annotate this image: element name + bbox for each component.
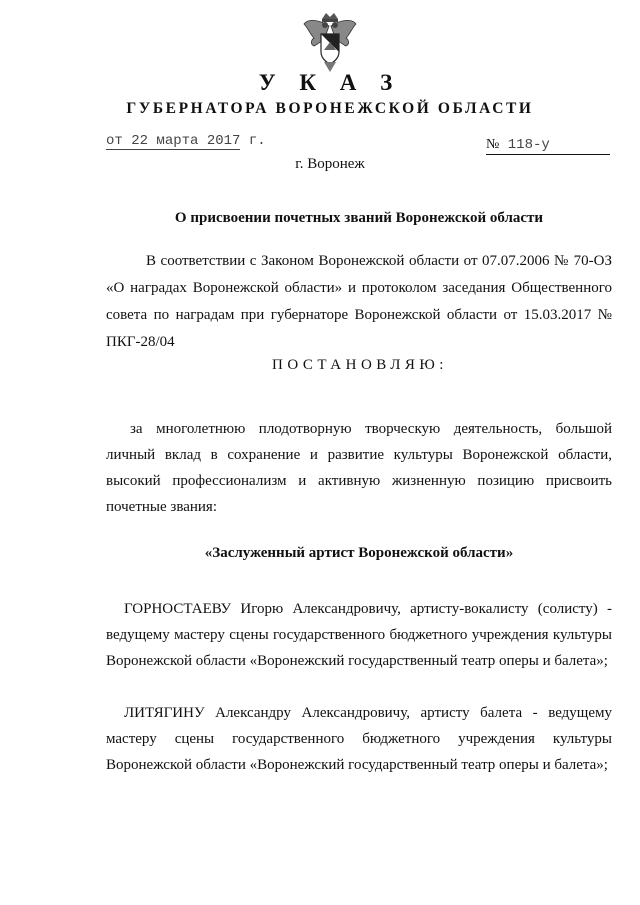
date-suffix: г.: [248, 133, 266, 149]
date-prefix: от: [106, 133, 123, 149]
number-value: 118-у: [507, 137, 550, 153]
decree-keyword: ПОСТАНОВЛЯЮ:: [272, 357, 448, 373]
award-title: «Заслуженный артист Воронежской области»: [204, 545, 514, 561]
date-value: 22 марта 2017: [131, 133, 241, 149]
recipient-item: ГОРНОСТАЕВУ Игорю Александровичу, артисту-вокалисту (солисту) - ведущему мастеру сцены государственного бюджетного учреждения культуры Воронежской области «Воронежский государственный театр оперы и балета»;: [106, 601, 612, 669]
reason-paragraph: за многолетнюю плодотворную творческую деятельность, большой личный вклад в сохранение и развитие культуры Воронежской области, высокий профессионализм и активную жизненную позицию присвоить почетные звания:: [106, 421, 612, 515]
decree-number: [486, 137, 610, 155]
coat-of-arms-icon: [302, 10, 358, 74]
document-title: У К А З: [258, 70, 402, 95]
city-label: г. Воронеж: [295, 156, 365, 172]
preamble-paragraph: В соответствии с Законом Воронежской области от 07.07.2006 № 70-ОЗ «О наградах Воронежской области» и протоколом заседания Общественного совета по наградам при губернаторе Воронежской области от 15.03.2017 № ПКГ-28/04: [106, 253, 612, 350]
decree-heading: О присвоении почетных званий Воронежской области: [174, 210, 544, 226]
document-subtitle: ГУБЕРНАТОРА ВОРОНЕЖСКОЙ ОБЛАСТИ: [126, 100, 534, 117]
recipient-item: ЛИТЯГИНУ Александру Александровичу, артисту балета - ведущему мастеру сцены государственного бюджетного учреждения культуры Воронежской области «Воронежский государственный театр оперы и балета»;: [106, 705, 612, 773]
number-symbol: №: [486, 137, 500, 152]
decree-date: [106, 133, 266, 149]
